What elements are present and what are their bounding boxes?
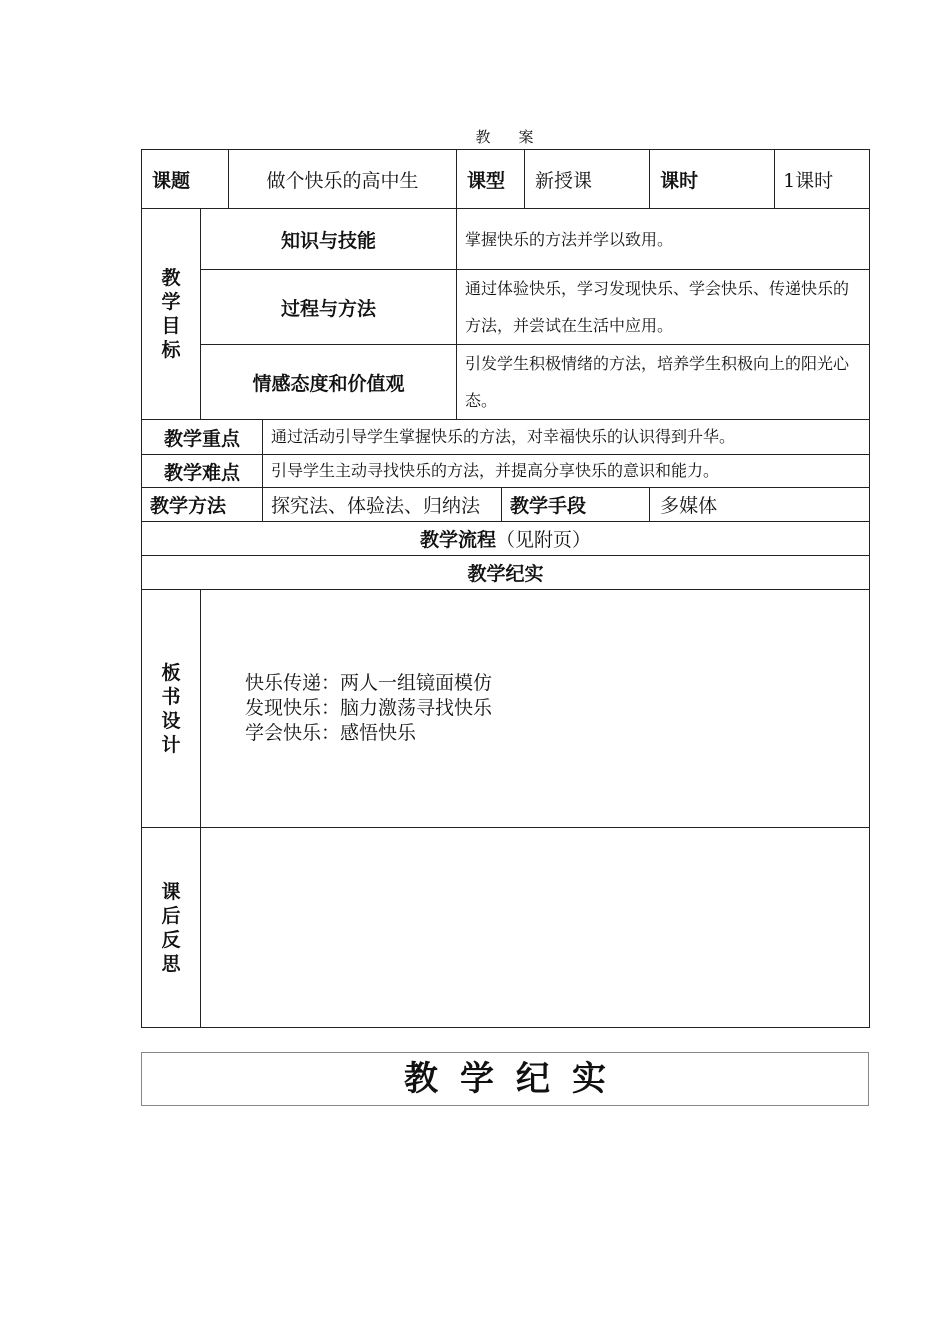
banner-title: 教学纪实 [141, 1052, 869, 1106]
process-label: 教学流程 [420, 529, 497, 551]
process-note: （见附页） [496, 529, 592, 551]
difficulty-text: 引导学生主动寻找快乐的方法，并提高分享快乐的意识和能力。 [263, 455, 870, 488]
lesson-plan-table [141, 149, 870, 1028]
topic-value: 做个快乐的高中生 [229, 150, 457, 209]
reflection-content [201, 828, 870, 1028]
board-line: 学会快乐：感悟快乐 [245, 722, 417, 744]
record-label: 教学纪实 [142, 556, 870, 590]
difficulty-row [142, 455, 870, 488]
process-row [142, 522, 870, 556]
methods-text: 探究法、体验法、归纳法 [263, 488, 502, 522]
objective-text: 掌握快乐的方法并学以致用。 [457, 209, 870, 270]
document-title: 教案 [475, 128, 562, 146]
reflection-label: 课 后 反 思 [142, 828, 201, 1028]
topic-label: 课题 [142, 150, 229, 209]
objective-label: 情感态度和价值观 [201, 345, 457, 420]
methods-row [142, 488, 870, 522]
board-design-content [201, 590, 870, 828]
difficulty-label: 教学难点 [142, 455, 263, 488]
type-value: 新授课 [525, 150, 650, 209]
board-line: 快乐传递：两人一组镜面模仿 [245, 672, 493, 694]
type-label: 课型 [457, 150, 525, 209]
board-design-row [142, 590, 870, 828]
key-point-row [142, 420, 870, 455]
board-design-label: 板 书 设 计 [142, 590, 201, 828]
process-cell [142, 522, 870, 556]
objective-row [142, 345, 870, 420]
hours-label: 课时 [650, 150, 775, 209]
hours-value: 1课时 [775, 150, 870, 209]
objective-text: 通过体验快乐，学习发现快乐、学会快乐、传递快乐的方法，并尝试在生活中应用。 [457, 270, 870, 345]
objectives-label: 教 学 目 标 [142, 209, 201, 420]
methods-label: 教学方法 [142, 488, 263, 522]
objective-label: 知识与技能 [201, 209, 457, 270]
key-point-text: 通过活动引导学生掌握快乐的方法，对幸福快乐的认识得到升华。 [263, 420, 870, 455]
record-row [142, 556, 870, 590]
key-point-label: 教学重点 [142, 420, 263, 455]
objective-label: 过程与方法 [201, 270, 457, 345]
means-label: 教学手段 [502, 488, 650, 522]
reflection-row [142, 828, 870, 1028]
objective-row [142, 209, 870, 270]
header-row [142, 150, 870, 209]
board-line: 发现快乐：脑力激荡寻找快乐 [245, 697, 493, 719]
objective-text: 引发学生积极情绪的方法，培养学生积极向上的阳光心态。 [457, 345, 870, 420]
objective-row [142, 270, 870, 345]
means-text: 多媒体 [650, 488, 870, 522]
